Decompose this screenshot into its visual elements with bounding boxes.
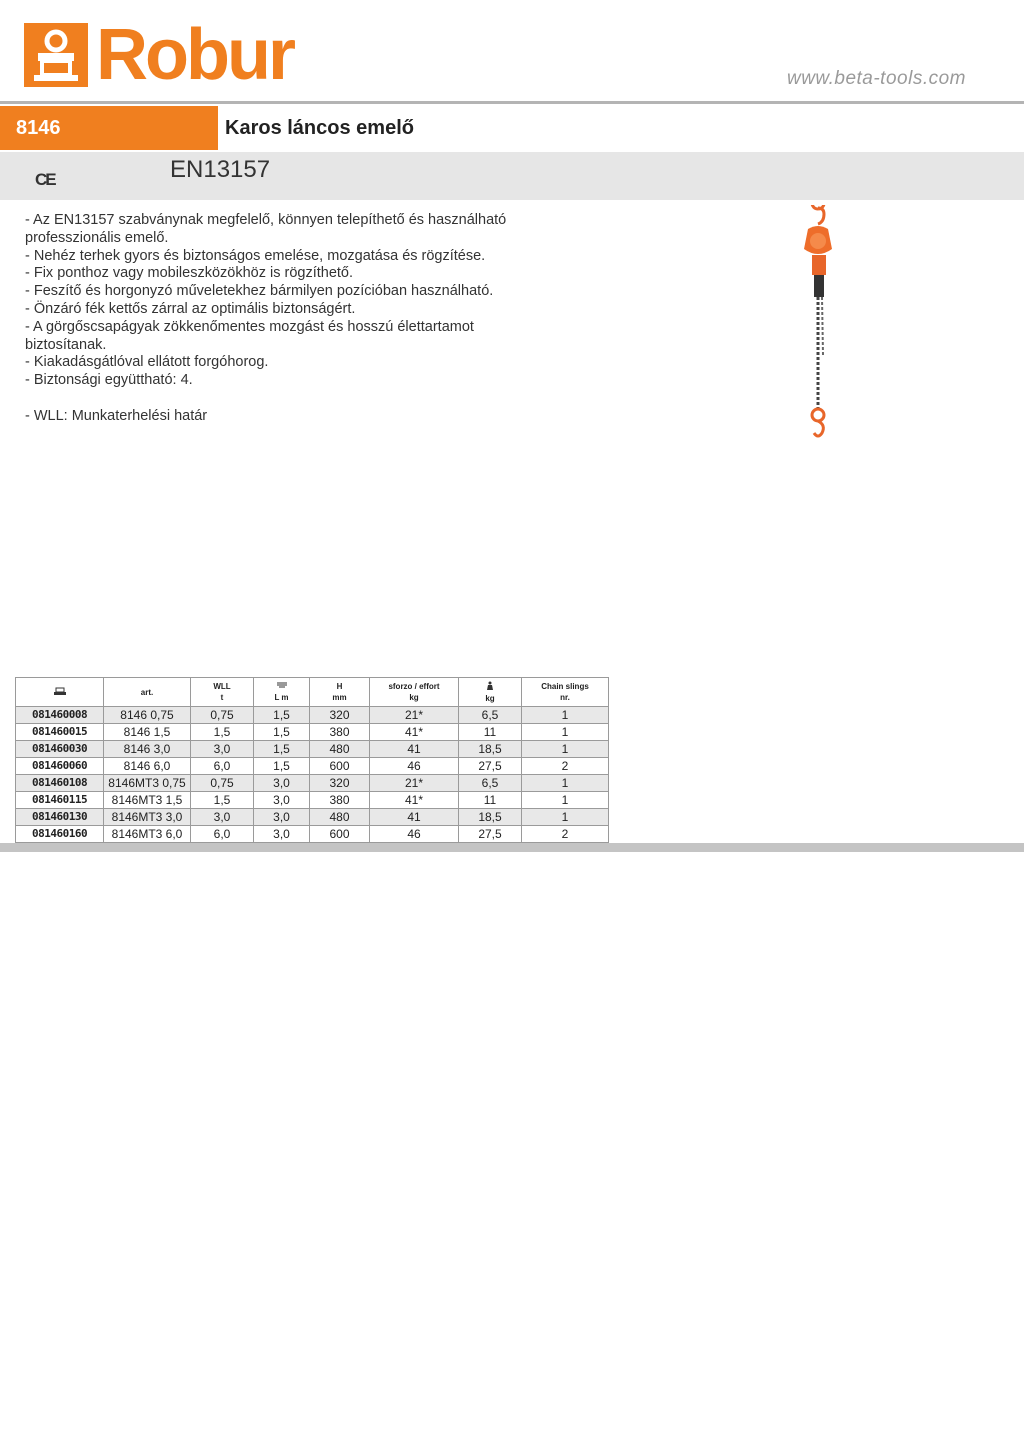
chain-length-icon xyxy=(254,681,309,692)
title-bar xyxy=(0,106,1024,150)
table-cell: 081460130 xyxy=(16,809,104,826)
description-line: - Az EN13157 szabványnak megfelelő, könnyen telepíthető és használható xyxy=(25,212,507,228)
table-cell: 1,5 xyxy=(254,741,310,758)
table-cell: 1,5 xyxy=(254,707,310,724)
table-cell: 8146MT3 3,0 xyxy=(104,809,191,826)
description-line: - Kiakadásgátlóval ellátott forgóhorog. xyxy=(25,354,269,371)
header-divider xyxy=(0,101,1024,104)
table-cell: 2 xyxy=(522,758,609,775)
table-header-row xyxy=(16,678,609,707)
col-header-weight: kg xyxy=(459,678,522,707)
table-cell: 41* xyxy=(370,724,459,741)
table-cell: 3,0 xyxy=(254,775,310,792)
description-line: biztosítanak. xyxy=(25,336,107,353)
table-cell: 1,5 xyxy=(254,724,310,741)
table-cell: 1 xyxy=(522,741,609,758)
col-header-art: art. xyxy=(104,678,191,707)
table-cell: 1 xyxy=(522,707,609,724)
table-cell: 0,75 xyxy=(191,775,254,792)
table-cell: 18,5 xyxy=(459,741,522,758)
col-header-effort: sforzo / effort kg xyxy=(370,678,459,707)
table-cell: 8146MT3 6,0 xyxy=(104,826,191,843)
table-cell: 18,5 xyxy=(459,809,522,826)
col-header-h: H mm xyxy=(310,678,370,707)
table-cell: 480 xyxy=(310,741,370,758)
table-row xyxy=(16,775,609,792)
table-cell: 11 xyxy=(459,724,522,741)
table-cell: 2 xyxy=(522,826,609,843)
table-cell: 1 xyxy=(522,809,609,826)
table-cell: 6,0 xyxy=(191,826,254,843)
table-cell: 46 xyxy=(370,826,459,843)
description-line: - Biztonsági együttható: 4. xyxy=(25,372,193,389)
brand-logo xyxy=(24,15,293,95)
table-cell: 8146MT3 0,75 xyxy=(104,775,191,792)
table-row xyxy=(16,724,609,741)
table-cell: 6,0 xyxy=(191,758,254,775)
product-description xyxy=(25,212,585,426)
table-cell: 3,0 xyxy=(254,826,310,843)
table-cell: 081460008 xyxy=(16,707,104,724)
description-line: - A görgőscsapágyak zökkenőmentes mozgást és hosszú élettartamot xyxy=(25,318,474,335)
table-cell: 3,0 xyxy=(191,741,254,758)
description-line: - Önzáró fék kettős zárral az optimális biztonságért. xyxy=(25,300,356,317)
table-cell: 41 xyxy=(370,809,459,826)
weight-icon xyxy=(459,681,521,693)
spec-table xyxy=(15,677,609,843)
table-cell: 8146 1,5 xyxy=(104,724,191,741)
table-cell: 27,5 xyxy=(459,758,522,775)
table-cell: 21* xyxy=(370,775,459,792)
standard-code: EN13157 xyxy=(170,156,271,183)
table-cell: 320 xyxy=(310,775,370,792)
table-cell: 081460060 xyxy=(16,758,104,775)
table-cell: 6,5 xyxy=(459,707,522,724)
standard-band xyxy=(0,152,1024,200)
table-cell: 27,5 xyxy=(459,826,522,843)
table-cell: 8146 3,0 xyxy=(104,741,191,758)
footer-divider xyxy=(0,843,1024,852)
lever-chain-hoist-image xyxy=(790,205,850,440)
table-cell: 1,5 xyxy=(191,792,254,809)
table-cell: 0,75 xyxy=(191,707,254,724)
table-cell: 46 xyxy=(370,758,459,775)
table-cell: 081460160 xyxy=(16,826,104,843)
brand-name: Robur xyxy=(96,15,293,95)
product-code: 8146 xyxy=(0,106,218,150)
table-cell: 600 xyxy=(310,826,370,843)
col-header-chain-slings: Chain slings nr. xyxy=(522,678,609,707)
table-cell: 3,0 xyxy=(191,809,254,826)
table-row xyxy=(16,741,609,758)
product-title: Karos láncos emelő xyxy=(225,117,414,139)
wll-note: - WLL: Munkaterhelési határ xyxy=(25,407,208,424)
table-row xyxy=(16,792,609,809)
product-code-icon xyxy=(53,689,67,698)
table-cell: 41 xyxy=(370,741,459,758)
table-row xyxy=(16,826,609,843)
table-cell: 41* xyxy=(370,792,459,809)
table-cell: 8146MT3 1,5 xyxy=(104,792,191,809)
table-row xyxy=(16,707,609,724)
table-cell: 11 xyxy=(459,792,522,809)
table-row xyxy=(16,809,609,826)
table-cell: 1,5 xyxy=(191,724,254,741)
table-cell: 081460030 xyxy=(16,741,104,758)
table-cell: 320 xyxy=(310,707,370,724)
description-line: - Feszítő és horgonyzó műveletekhez bármilyen pozícióban használható. xyxy=(25,283,494,300)
ce-mark: CE xyxy=(35,170,55,189)
table-cell: 1,5 xyxy=(254,758,310,775)
table-cell: 081460115 xyxy=(16,792,104,809)
table-cell: 8146 6,0 xyxy=(104,758,191,775)
col-header-code xyxy=(16,678,104,707)
table-cell: 1 xyxy=(522,792,609,809)
robur-lifting-icon xyxy=(24,23,88,87)
table-cell: 21* xyxy=(370,707,459,724)
table-cell: 480 xyxy=(310,809,370,826)
col-header-wll: WLL t xyxy=(191,678,254,707)
table-cell: 380 xyxy=(310,724,370,741)
table-cell: 081460015 xyxy=(16,724,104,741)
table-cell: 6,5 xyxy=(459,775,522,792)
website-link[interactable]: www.beta-tools.com xyxy=(786,68,966,89)
description-line: professzionális emelő. xyxy=(25,229,169,246)
table-cell: 081460108 xyxy=(16,775,104,792)
table-row xyxy=(16,758,609,775)
col-header-length: L m xyxy=(254,678,310,707)
table-cell: 1 xyxy=(522,724,609,741)
table-cell: 380 xyxy=(310,792,370,809)
description-line: - Fix ponthoz vagy mobileszközökhöz is rögzíthető. xyxy=(25,265,354,282)
description-line: - Nehéz terhek gyors és biztonságos emelése, mozgatása és rögzítése. xyxy=(25,247,486,264)
table-cell: 600 xyxy=(310,758,370,775)
table-cell: 8146 0,75 xyxy=(104,707,191,724)
table-cell: 1 xyxy=(522,775,609,792)
table-cell: 3,0 xyxy=(254,792,310,809)
table-cell: 3,0 xyxy=(254,809,310,826)
